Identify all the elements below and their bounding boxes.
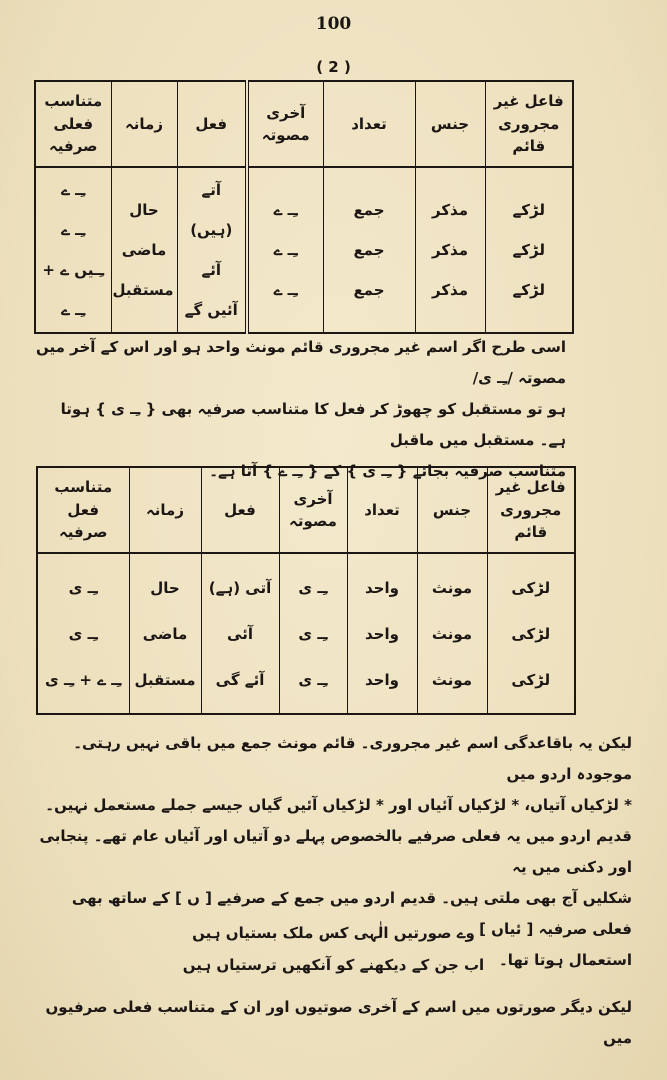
cell-value: آئی [227, 624, 253, 643]
cell-value: ـِـ ی [298, 670, 328, 689]
tense-cell [111, 167, 177, 333]
cell-value: ـِـ ی [298, 624, 328, 643]
header-gender: جنس [417, 467, 487, 553]
cell-value: آئیں گے [184, 301, 238, 319]
paragraph-feminine-singular [36, 332, 566, 487]
cell-value: ـِـ ے [61, 181, 86, 199]
cell-value: آئے [201, 261, 222, 279]
verb-cell [177, 167, 247, 333]
table-row [35, 167, 573, 333]
cell-value: لڑکے [512, 281, 545, 299]
cell-value: ـِـیں ے + ـِـ ے [42, 261, 105, 319]
cell-value: جمع [353, 241, 385, 259]
cell-value: ـِـ ی [68, 624, 98, 643]
subject-cell [487, 553, 575, 714]
cell-value: واحد [365, 670, 399, 689]
cell-value: لڑکی [511, 670, 551, 689]
text-line: قدیم اردو میں یہ فعلی صرفیے بالخصوص پہلے دو آتیاں اور آئیاں عام تھے۔ پنجابی اور دکنی میں یہ [39, 827, 632, 876]
cell-value: ـِـ ے [273, 241, 298, 259]
feminine-singular-table [36, 466, 576, 715]
page-number: 100 [315, 14, 352, 34]
cell-value: لڑکے [512, 201, 545, 219]
tense-cell [129, 553, 201, 714]
text-line: لیکن دیگر صورتوں میں اسم کے آخری صوتیوں اور ان کے متناسب فعلی صرفیوں میں [45, 998, 632, 1047]
cell-value: مونث [431, 670, 473, 689]
cell-value: آتے (ہیں) [190, 181, 233, 239]
cell-value: ـِـ ے [61, 221, 86, 239]
cell-value: مذکر [431, 281, 468, 299]
text-line: شکلیں آج بھی ملتی ہیں۔ قدیم اردو میں جمع کے صرفیے [ ں ] کے ساتھ بھی فعلی صرفیہ [ ئیاں ] [71, 889, 632, 938]
verbal-morpheme-cell [35, 167, 111, 333]
header-verb: فعل [201, 467, 279, 553]
text-line: متناسب صرفیہ بجائے { ـِـ ی } کے { ـِـ ے } آتا ہے۔ [209, 462, 566, 480]
cell-value: ـِـ ے [273, 201, 298, 219]
subject-cell [485, 167, 573, 333]
header-number: تعداد [323, 81, 415, 167]
header-final-vowel: آخری مصوتہ [279, 467, 347, 553]
header-number: تعداد [347, 467, 417, 553]
header-verbal-morpheme: متناسب فعلی صرفیہ [35, 81, 111, 167]
verse-line-1: وے صورتیں الٰہی کس ملک بستیاں ہیں [192, 924, 475, 942]
cell-value: جمع [353, 201, 385, 219]
cell-value: لڑکی [511, 624, 551, 643]
table-label: ( 2 ) [316, 58, 351, 76]
cell-value: واحد [365, 624, 399, 643]
header-verbal-morpheme: متناسب فعل صرفیہ [37, 467, 129, 553]
cell-value: ـِـ ے [273, 281, 298, 299]
cell-value: ماضی [121, 241, 167, 259]
header-tense: زمانہ [111, 81, 177, 167]
text-line: اسی طرح اگر اسم غیر مجروری قائم مونث واحد ہو اور اس کے آخر میں مصوتہ /ـِـ ی/ [36, 338, 566, 387]
header-subject: فاعل غیر مجروری قائم [487, 467, 575, 553]
cell-value: حال [150, 578, 180, 597]
table-row [37, 553, 575, 714]
cell-value: مونث [431, 578, 473, 597]
cell-value: ـِـ ی [298, 578, 328, 597]
cell-value: لڑکے [512, 241, 545, 259]
number-cell [347, 553, 417, 714]
cell-value: واحد [365, 578, 399, 597]
table-header-row [37, 467, 575, 553]
cell-value: جمع [353, 281, 385, 299]
text-line: ہو تو مستقبل کو چھوڑ کر فعل کا متناسب صرفیہ بھی { ـِـ ی } ہوتا ہے۔ مستقبل میں ماقبل [60, 400, 566, 449]
final-vowel-cell [279, 553, 347, 714]
header-tense: زمانہ [129, 467, 201, 553]
cell-value: ـِـ ے + ـِـ ی [44, 670, 122, 689]
header-subject: فاعل غیر مجروری قائم [485, 81, 573, 167]
gender-cell [417, 553, 487, 714]
masculine-plural-table [34, 80, 574, 334]
verbal-morpheme-cell [37, 553, 129, 714]
text-line: لیکن یہ باقاعدگی اسم غیر مجروری۔ قائم مونث جمع میں باقی نہیں رہتی۔ موجودہ اردو میں [73, 734, 632, 783]
gender-cell [415, 167, 485, 333]
text-line: * لڑکیاں آتیاں، * لڑکیاں آئیاں اور * لڑکیاں آئیں گیاں جیسے جملے مستعمل نہیں۔ [45, 796, 632, 814]
table-header-row [35, 81, 573, 167]
cell-value: ـِـ ی [68, 578, 98, 597]
cell-value: آتی (ہے) [208, 578, 272, 597]
cell-value: مونث [431, 624, 473, 643]
header-gender: جنس [415, 81, 485, 167]
verb-cell [201, 553, 279, 714]
cell-value: مستقبل [134, 670, 196, 689]
cell-value: مستقبل [112, 281, 174, 299]
cell-value: مذکر [431, 201, 468, 219]
verse-line-2: اب جن کے دیکھنے کو آنکھیں ترستیاں ہیں [182, 956, 485, 974]
text-line: استعمال ہوتا تھا۔ [498, 951, 632, 969]
header-final-vowel: آخری مصوتہ [247, 81, 323, 167]
cell-value: آئے گی [215, 670, 265, 689]
number-cell [323, 167, 415, 333]
cell-value: مذکر [431, 241, 468, 259]
cell-value: حال [129, 201, 159, 219]
paragraph-continuation [36, 992, 632, 1054]
header-verb: فعل [177, 81, 247, 167]
final-vowel-cell [247, 167, 323, 333]
cell-value: لڑکی [511, 578, 551, 597]
cell-value: ماضی [142, 624, 188, 643]
